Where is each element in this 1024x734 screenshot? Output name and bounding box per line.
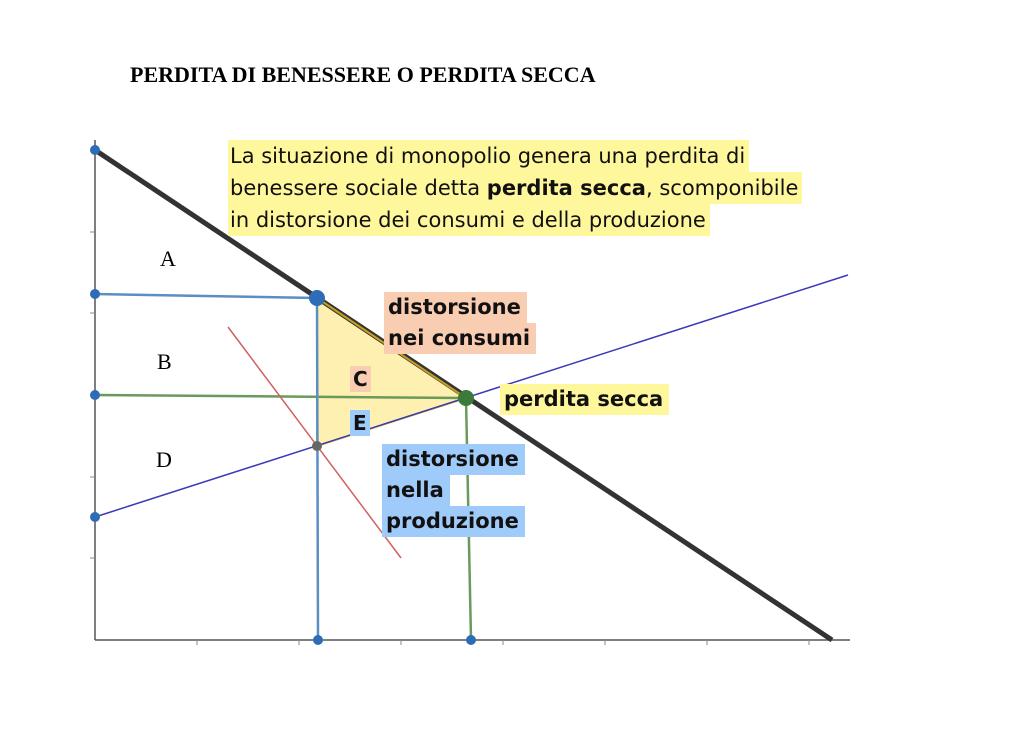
note-line-2-end: , scomponibile [645,176,799,200]
consumption-distortion-label [384,292,536,354]
monopoly-point [309,290,325,306]
monopoly-price-point [90,289,100,299]
note-line-2-start: benessere sociale detta [230,176,487,200]
note-highlight: perdita secca [486,176,646,200]
deadweight-loss-label [500,384,669,415]
production-distortion-label [382,444,525,537]
production-distortion-line-2: nella [382,475,450,506]
equilibrium-point [458,390,474,406]
deadweight-loss-text: perdita secca [500,384,669,415]
supply-monopoly-point [312,441,322,451]
equilibrium-price-point [90,390,100,400]
note-line-1: La situazione di monopolio genera una perdita di [228,140,749,172]
demand-intercept-point [90,145,100,155]
consumption-distortion-line-2: nei consumi [384,323,536,354]
explanation-note [228,140,802,236]
region-e-label: E [350,410,370,436]
production-distortion-line-3: produzione [382,506,525,537]
equilibrium-quantity-point [466,635,476,645]
production-distortion-line-1: distorsione [382,444,525,475]
region-c-label: C [350,366,371,392]
monopoly-quantity-line [317,298,318,640]
region-d-label: D [156,447,172,472]
supply-intercept-point [90,512,100,522]
region-b-label: B [157,349,172,374]
consumption-distortion-line-1: distorsione [384,292,527,323]
note-line-2 [228,172,802,204]
region-a-label: A [160,246,176,271]
monopoly-quantity-point [313,635,323,645]
note-line-3: in distorsione dei consumi e della produzione [228,204,710,236]
page-title: PERDITA DI BENESSERE O PERDITA SECCA [130,62,596,87]
monopoly-price-line [95,294,317,298]
